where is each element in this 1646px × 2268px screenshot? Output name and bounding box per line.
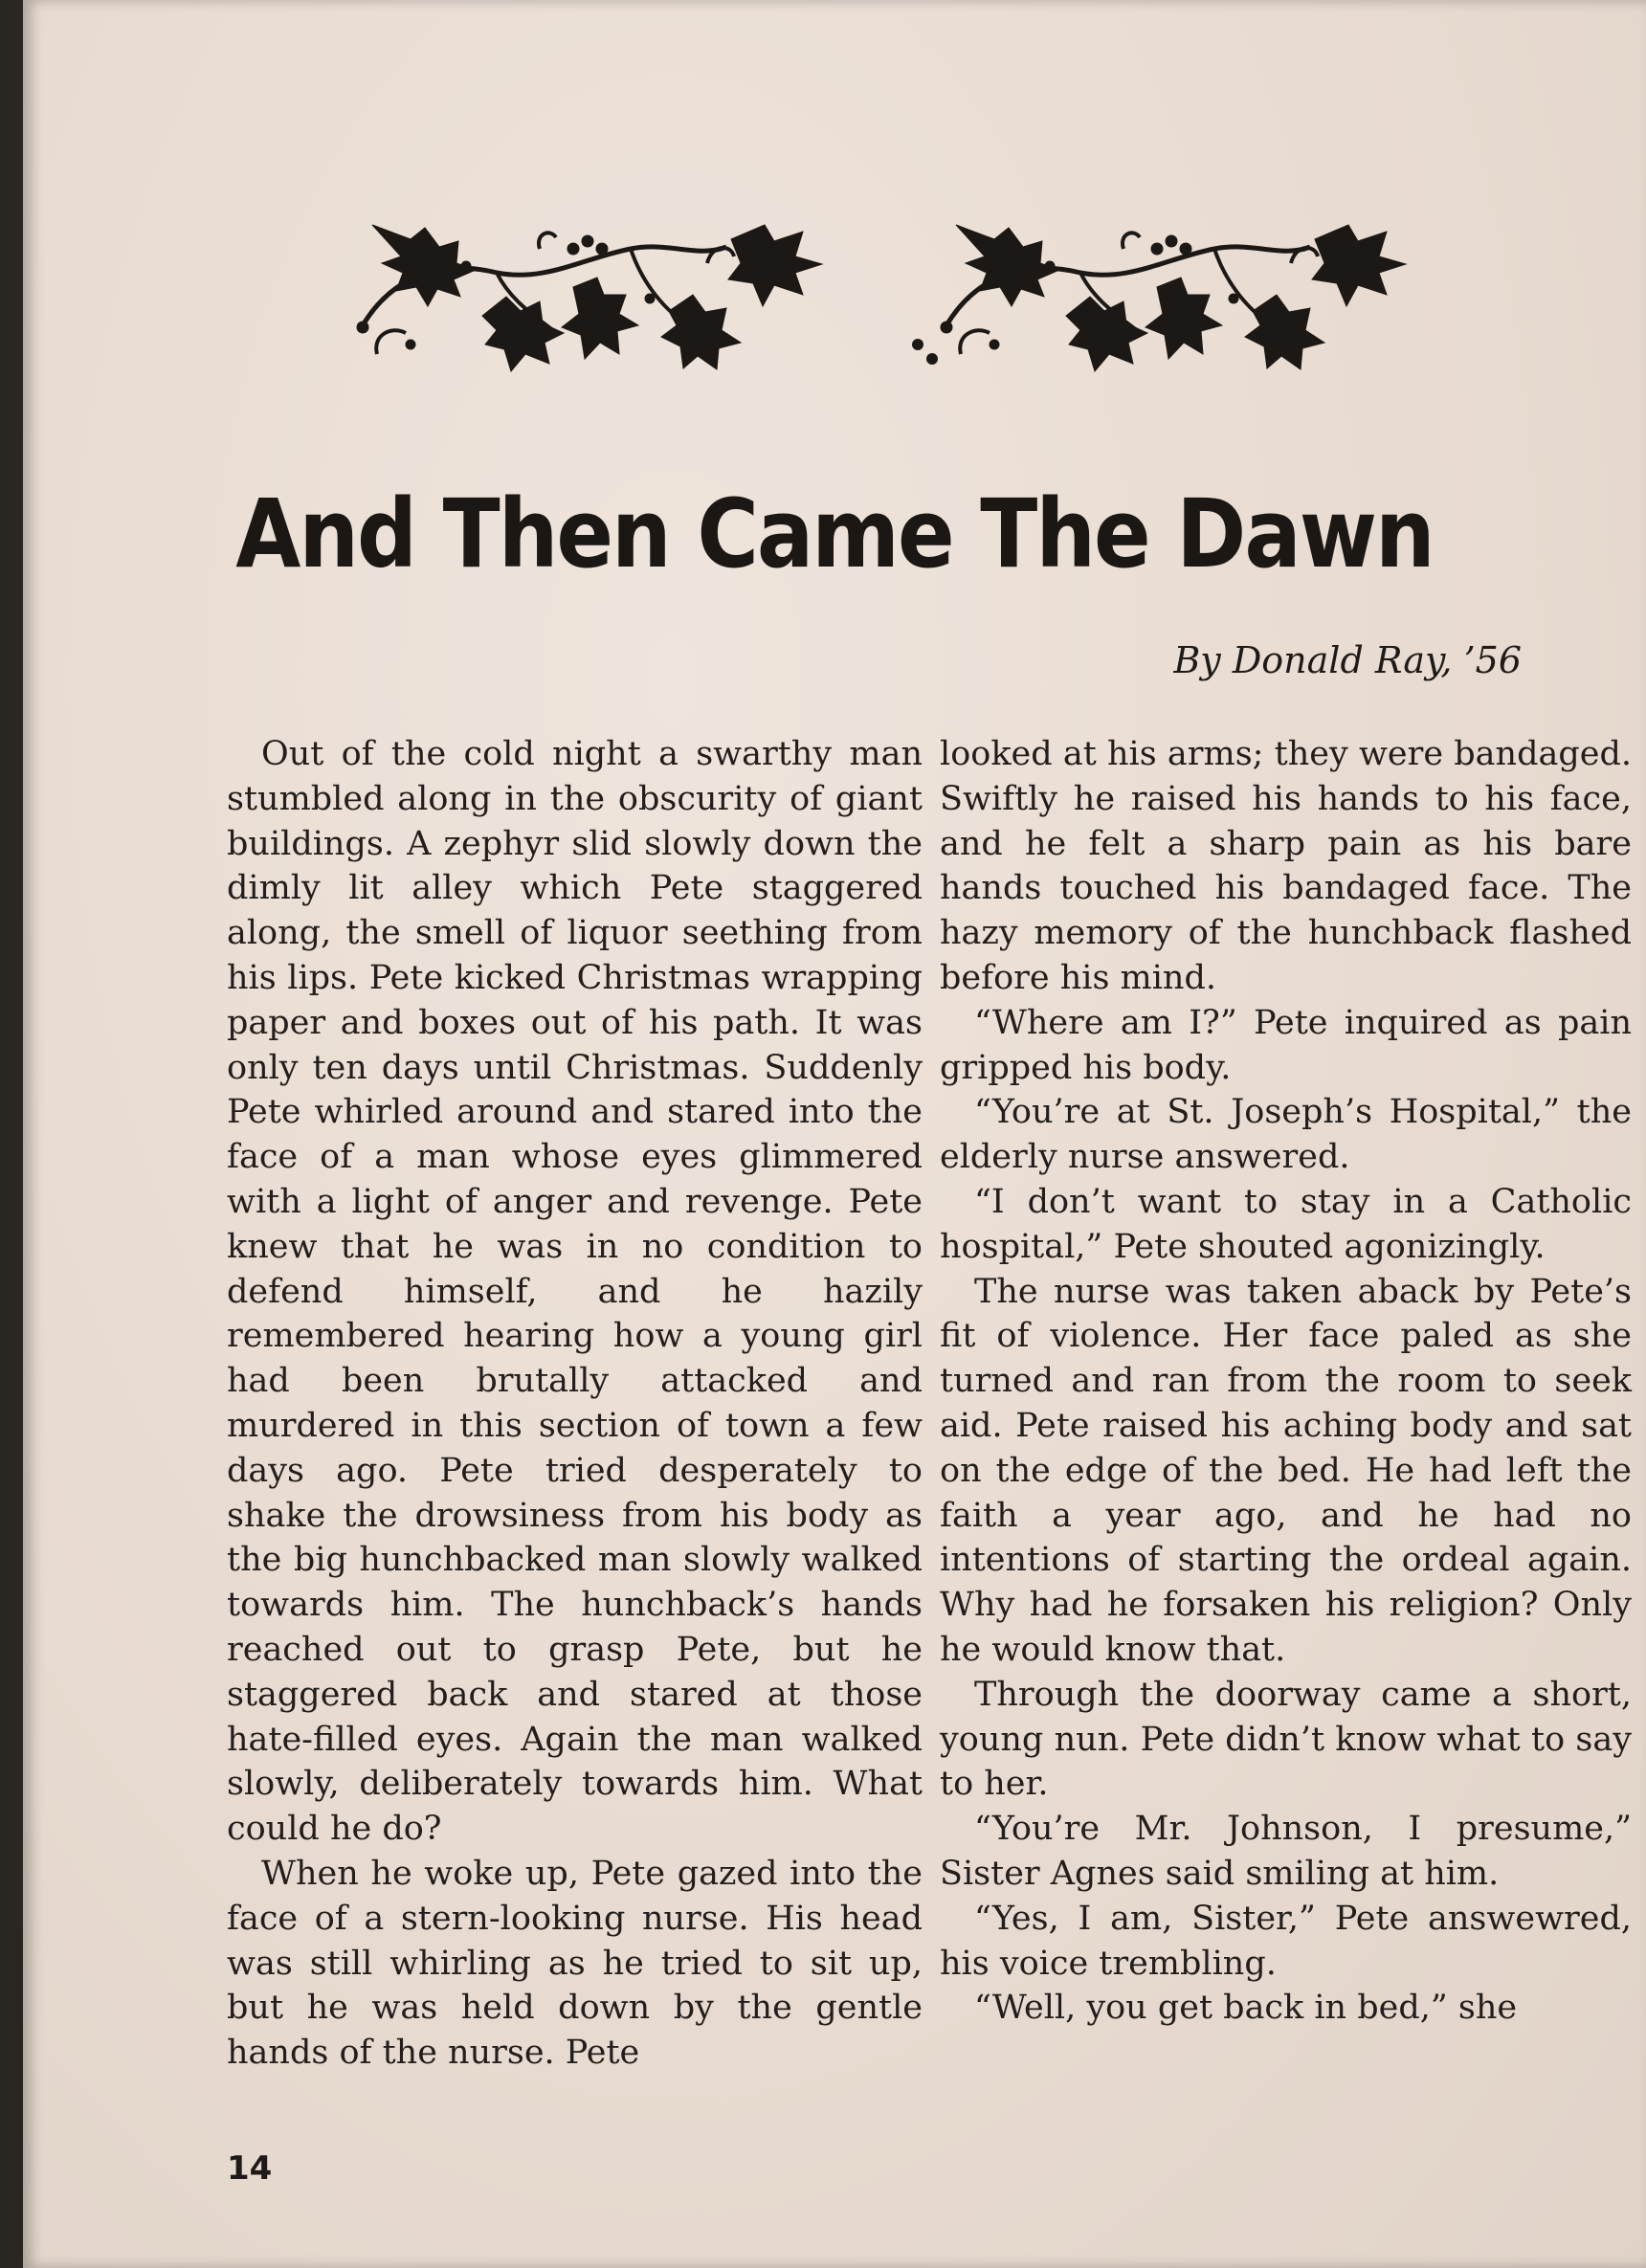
paragraph: “I don’t want to stay in a Catholic hospital,” Pete shouted agonizingly.	[940, 1182, 1632, 1266]
article-title: And Then Came The Dawn	[235, 478, 1434, 589]
paragraph: looked at his arms; they were bandaged. Swiftly he raised his hands to his face, and he felt a sharp pain as his bare hands touched his bandaged face. The hazy memory of the hunchback flashed before his mind.	[940, 735, 1632, 997]
page-number: 14	[227, 2149, 273, 2188]
paragraph: “You’re Mr. Johnson, I presume,” Sister Agnes said smiling at him.	[940, 1810, 1632, 1893]
paragraph: Through the doorway came a short, young nun. Pete didn’t know what to say to her.	[940, 1675, 1632, 1804]
paragraph: When he woke up, Pete gazed into the face of a stern-looking nurse. His head was still whirling as he tried to sit up, but he was held down by the gentle hands of the nurse. Pete	[227, 1854, 923, 2073]
text-column-right	[940, 732, 1632, 2031]
paragraph: “Where am I?” Pete inquired as pain gripped his body.	[940, 1003, 1632, 1087]
paragraph: Out of the cold night a swarthy man stumbled along in the obscurity of giant buildings. A zephyr slid slowly down the dimly lit alley which Pete staggered along, the smell of liquor seething from his lips. Pete kicked Christmas wrapping paper and boxes out of his path. It was only ten days until Christmas. Suddenly Pete whirled around and stared into the face of a man whose eyes glimmered with a light of anger and revenge. Pete knew that he was in no condition to defend himself, and he hazily remembered hearing how a young girl had been brutally attacked and murdered in this section of town a few days ago. Pete tried desperately to shake the drowsiness from his body as the big hunchbacked man slowly walked towards him. The hunchback’s hands reached out to grasp Pete, but he staggered back and stared at those hate-filled eyes. Again the man walked slowly, deliberately towards him. What could he do?	[227, 735, 923, 1849]
magazine-page	[23, 0, 1646, 2268]
article-byline: By Donald Ray, ’56	[1173, 639, 1522, 681]
holly-garland-icon	[353, 220, 1506, 373]
paragraph: “Yes, I am, Sister,” Pete answewred, his voice trembling.	[940, 1899, 1632, 1983]
paragraph: “You’re at St. Joseph’s Hospital,” the elderly nurse answered.	[940, 1093, 1632, 1177]
text-column-left	[227, 732, 923, 2076]
paragraph: “Well, you get back in bed,” she	[974, 1989, 1518, 2028]
paragraph: The nurse was taken aback by Pete’s fit of violence. Her face paled as she turned and ran from the room to seek aid. Pete raised his aching body and sat on the edge of the bed. He had left the faith a year ago, and he had no intentions of starting the ordeal again. Why had he forsaken his religion? Only he would know that.	[940, 1272, 1632, 1669]
